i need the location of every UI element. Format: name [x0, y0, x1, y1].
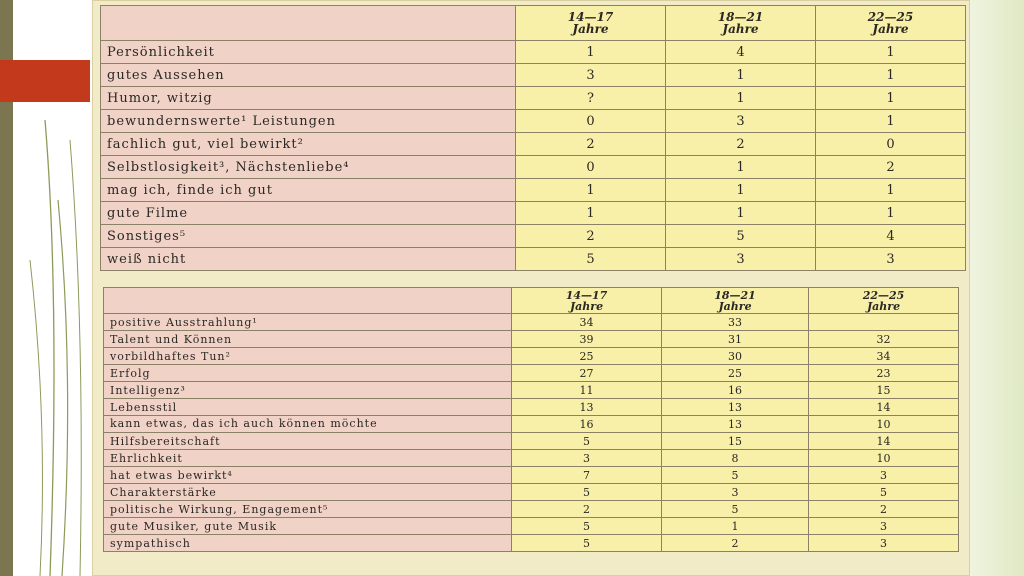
row-label: Hilfsbereitschaft — [104, 433, 512, 450]
value-cell: 5 — [516, 248, 666, 271]
row-label: Erfolg — [104, 365, 512, 382]
row-label: Intelligenz³ — [104, 382, 512, 399]
value-cell: 25 — [512, 348, 662, 365]
table-row — [104, 382, 959, 399]
row-label: gutes Aussehen — [101, 64, 516, 87]
table-row — [104, 331, 959, 348]
value-cell: 5 — [662, 501, 809, 518]
value-cell: 1 — [516, 179, 666, 202]
table-row — [101, 41, 966, 64]
value-cell: 10 — [809, 416, 959, 433]
column-header: 22—25 Jahre — [816, 6, 966, 41]
value-cell: 3 — [516, 64, 666, 87]
value-cell: 3 — [809, 535, 959, 552]
value-cell: 2 — [512, 501, 662, 518]
row-label: Selbstlosigkeit³, Nächstenliebe⁴ — [101, 156, 516, 179]
value-cell: 0 — [816, 133, 966, 156]
value-cell: 0 — [516, 156, 666, 179]
value-cell: ? — [516, 87, 666, 110]
column-header: 14—17 Jahre — [516, 6, 666, 41]
column-header: 18—21 Jahre — [666, 6, 816, 41]
table-row — [104, 450, 959, 467]
value-cell: 3 — [512, 450, 662, 467]
row-label: sympathisch — [104, 535, 512, 552]
value-cell: 2 — [816, 156, 966, 179]
value-cell: 2 — [809, 501, 959, 518]
value-cell: 5 — [512, 484, 662, 501]
value-cell: 3 — [666, 110, 816, 133]
value-cell: 34 — [809, 348, 959, 365]
table-row — [104, 501, 959, 518]
table-header-row — [104, 288, 959, 314]
value-cell: 11 — [512, 382, 662, 399]
slide-background-right — [964, 0, 1024, 576]
row-label: kann etwas, das ich auch können möchte — [104, 416, 512, 433]
value-cell: 1 — [666, 87, 816, 110]
value-cell: 32 — [809, 331, 959, 348]
value-cell: 8 — [662, 450, 809, 467]
value-cell: 1 — [666, 179, 816, 202]
value-cell: 31 — [662, 331, 809, 348]
row-label: gute Musiker, gute Musik — [104, 518, 512, 535]
value-cell: 2 — [516, 225, 666, 248]
table-row — [101, 110, 966, 133]
value-cell: 3 — [809, 467, 959, 484]
table-bottom — [103, 287, 959, 552]
value-cell: 25 — [662, 365, 809, 382]
value-cell: 14 — [809, 433, 959, 450]
row-label: mag ich, finde ich gut — [101, 179, 516, 202]
row-label: vorbildhaftes Tun² — [104, 348, 512, 365]
value-cell: 5 — [512, 535, 662, 552]
value-cell: 33 — [662, 314, 809, 331]
table-row — [101, 64, 966, 87]
value-cell — [809, 314, 959, 331]
table-row — [104, 433, 959, 450]
value-cell: 13 — [662, 399, 809, 416]
value-cell: 2 — [516, 133, 666, 156]
table-header-row — [101, 6, 966, 41]
value-cell: 5 — [662, 467, 809, 484]
column-header: 22—25 Jahre — [809, 288, 959, 314]
row-label: Ehrlichkeit — [104, 450, 512, 467]
value-cell: 3 — [809, 518, 959, 535]
value-cell: 15 — [809, 382, 959, 399]
table-row — [101, 133, 966, 156]
value-cell: 4 — [666, 41, 816, 64]
row-label: Charakterstärke — [104, 484, 512, 501]
value-cell: 39 — [512, 331, 662, 348]
table-row — [104, 399, 959, 416]
row-label: gute Filme — [101, 202, 516, 225]
value-cell: 3 — [662, 484, 809, 501]
table-row — [101, 156, 966, 179]
value-cell: 1 — [816, 179, 966, 202]
value-cell: 1 — [666, 156, 816, 179]
value-cell: 5 — [809, 484, 959, 501]
row-label: bewundernswerte¹ Leistungen — [101, 110, 516, 133]
value-cell: 1 — [662, 518, 809, 535]
value-cell: 1 — [816, 87, 966, 110]
value-cell: 15 — [662, 433, 809, 450]
value-cell: 1 — [816, 41, 966, 64]
row-label: hat etwas bewirkt⁴ — [104, 467, 512, 484]
value-cell: 23 — [809, 365, 959, 382]
row-label: Sonstiges⁵ — [101, 225, 516, 248]
row-label: Persönlichkeit — [101, 41, 516, 64]
value-cell: 1 — [816, 64, 966, 87]
table-row — [104, 535, 959, 552]
row-label: politische Wirkung, Engagement⁵ — [104, 501, 512, 518]
column-header: 18—21 Jahre — [662, 288, 809, 314]
value-cell: 1 — [666, 202, 816, 225]
header-empty-cell — [104, 288, 512, 314]
table-row — [101, 87, 966, 110]
value-cell: 30 — [662, 348, 809, 365]
row-label: fachlich gut, viel bewirkt² — [101, 133, 516, 156]
header-empty-cell — [101, 6, 516, 41]
slide-accent-tab — [0, 60, 90, 102]
row-label: weiß nicht — [101, 248, 516, 271]
value-cell: 1 — [516, 41, 666, 64]
value-cell: 1 — [516, 202, 666, 225]
table-row — [101, 179, 966, 202]
table-row — [104, 348, 959, 365]
value-cell: 7 — [512, 467, 662, 484]
table-row — [104, 518, 959, 535]
value-cell: 1 — [816, 202, 966, 225]
value-cell: 34 — [512, 314, 662, 331]
table-row — [101, 202, 966, 225]
value-cell: 5 — [666, 225, 816, 248]
value-cell: 16 — [662, 382, 809, 399]
value-cell: 27 — [512, 365, 662, 382]
table-row — [101, 225, 966, 248]
table-top — [100, 5, 966, 271]
value-cell: 1 — [816, 110, 966, 133]
value-cell: 2 — [666, 133, 816, 156]
value-cell: 14 — [809, 399, 959, 416]
row-label: Talent und Können — [104, 331, 512, 348]
table-row — [104, 314, 959, 331]
row-label: Lebensstil — [104, 399, 512, 416]
row-label: Humor, witzig — [101, 87, 516, 110]
table-row — [104, 365, 959, 382]
value-cell: 5 — [512, 433, 662, 450]
row-label: positive Ausstrahlung¹ — [104, 314, 512, 331]
value-cell: 13 — [662, 416, 809, 433]
column-header: 14—17 Jahre — [512, 288, 662, 314]
table-row — [104, 467, 959, 484]
value-cell: 3 — [816, 248, 966, 271]
value-cell: 0 — [516, 110, 666, 133]
value-cell: 13 — [512, 399, 662, 416]
value-cell: 5 — [512, 518, 662, 535]
table-row — [104, 416, 959, 433]
value-cell: 1 — [666, 64, 816, 87]
table-row — [101, 248, 966, 271]
value-cell: 2 — [662, 535, 809, 552]
value-cell: 10 — [809, 450, 959, 467]
table-row — [104, 484, 959, 501]
value-cell: 4 — [816, 225, 966, 248]
value-cell: 16 — [512, 416, 662, 433]
value-cell: 3 — [666, 248, 816, 271]
